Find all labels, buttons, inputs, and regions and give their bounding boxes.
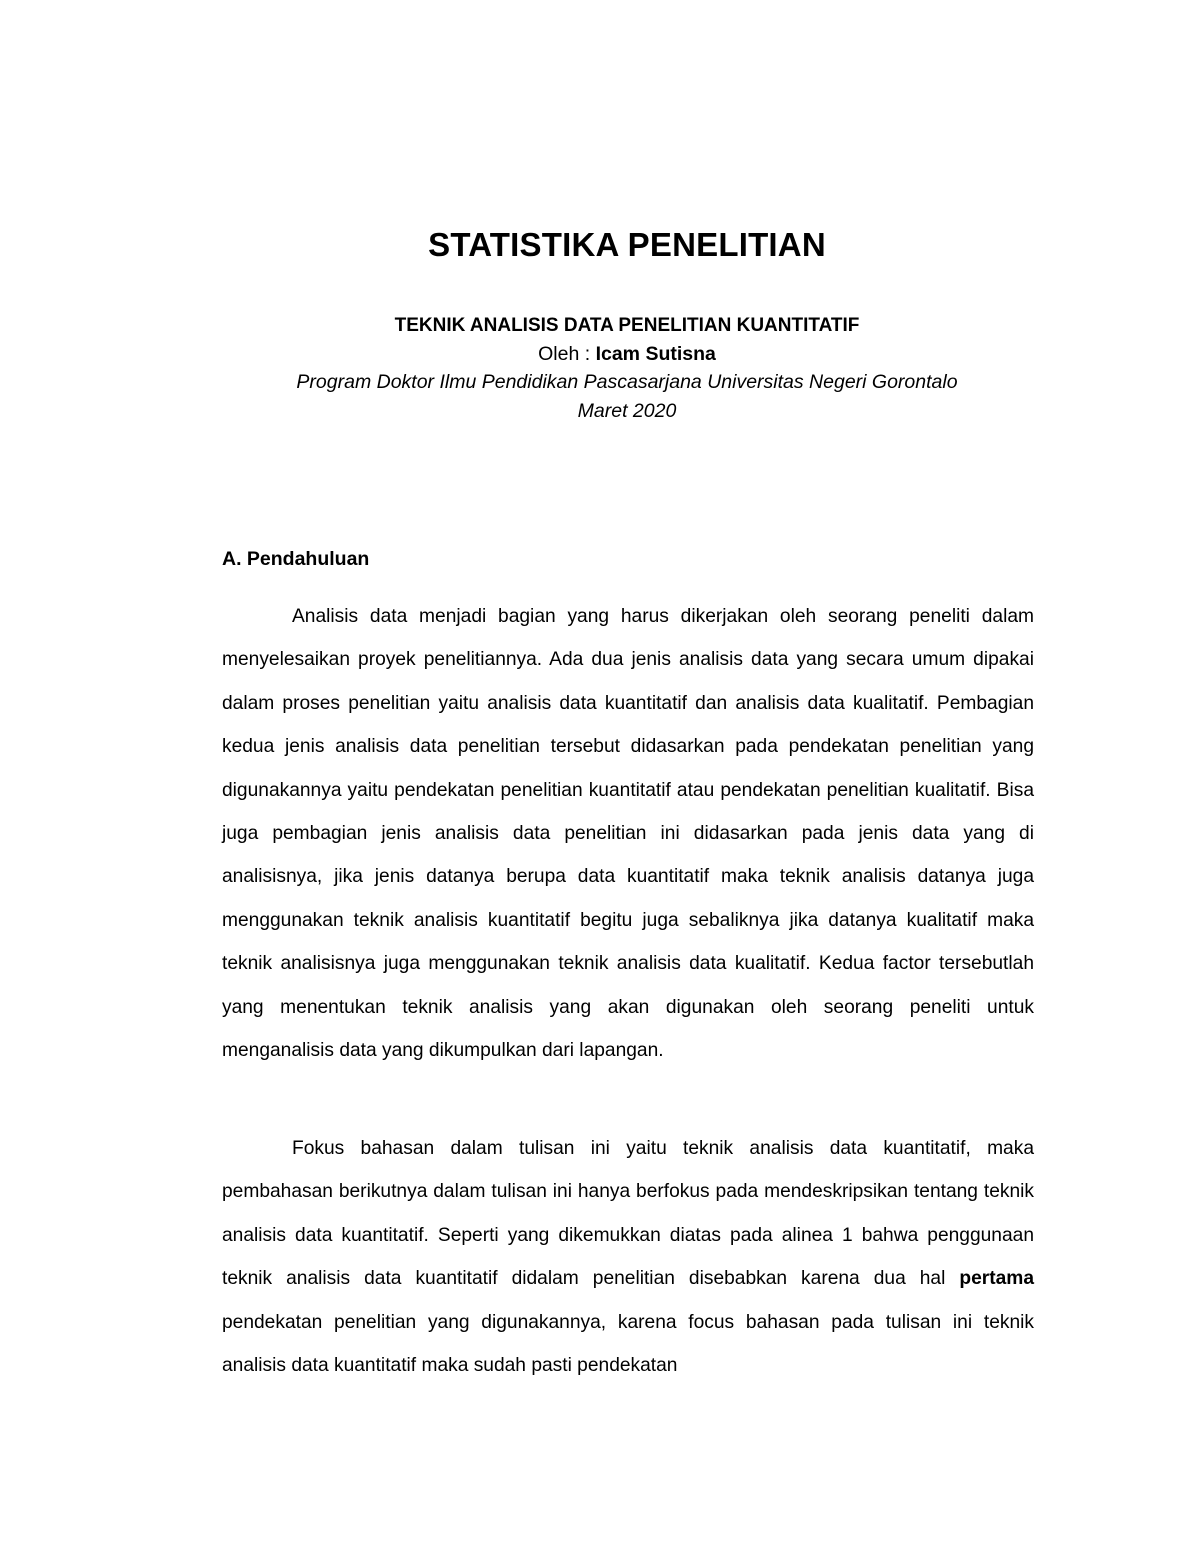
- paragraph-1: Analisis data menjadi bagian yang harus dikerjakan oleh seorang peneliti dalam menyelesaikan proyek penelitiannya. Ada dua jenis analisis data yang secara umum dipakai dalam proses penelitian yaitu analisis data kuantitatif dan analisis data kualitatif. Pembagian kedua jenis analisis data penelitian tersebut didasarkan pada pendekatan penelitian yang digunakannya yaitu pendekatan penelitian kuantitatif atau pendekatan penelitian kualitatif. Bisa juga pembagian jenis analisis data penelitian ini didasarkan pada jenis data yang di analisisnya, jika jenis datanya berupa data kuantitatif maka teknik analisis datanya juga menggunakan teknik analisis kuantitatif begitu juga sebaliknya jika datanya kualitatif maka teknik analisisnya juga menggunakan teknik analisis data kualitatif. Kedua factor tersebutlah yang menentukan teknik analisis yang akan digunakan oleh seorang peneliti untuk menganalisis data yang dikumpulkan dari lapangan.: [222, 606, 1034, 1062]
- document-date: Maret 2020: [577, 400, 677, 422]
- document-subtitle: TEKNIK ANALISIS DATA PENELITIAN KUANTITATIF: [394, 315, 860, 336]
- section-heading: A. Pendahuluan: [222, 548, 370, 570]
- document-title: STATISTIKA PENELITIAN: [428, 226, 826, 263]
- author-line: [0, 345, 1200, 365]
- author-affiliation: Program Doktor Ilmu Pendidikan Pascasarjana Universitas Negeri Gorontalo: [296, 371, 958, 393]
- paragraph-2: [222, 1127, 1034, 1387]
- paragraph-2-text-end: pendekatan penelitian yang digunakannya, karena focus bahasan pada tulisan ini teknik analisis data kuantitatif maka sudah pasti pendekatan: [222, 1311, 1034, 1377]
- paragraph-2-emphasis: pertama: [959, 1268, 1034, 1290]
- author-name: Icam Sutisna: [595, 343, 716, 365]
- author-prefix: Oleh :: [538, 343, 596, 365]
- paragraph-2-text-start: Fokus bahasan dalam tulisan ini yaitu teknik analisis data kuantitatif, maka pembahasan berikutnya dalam tulisan ini hanya berfokus pada mendeskripsikan tentang teknik analisis data kuantitatif. Seperti yang dikemukkan diatas pada alinea 1 bahwa penggunaan teknik analisis data kuantitatif didalam penelitian disebabkan karena dua hal: [222, 1138, 1034, 1290]
